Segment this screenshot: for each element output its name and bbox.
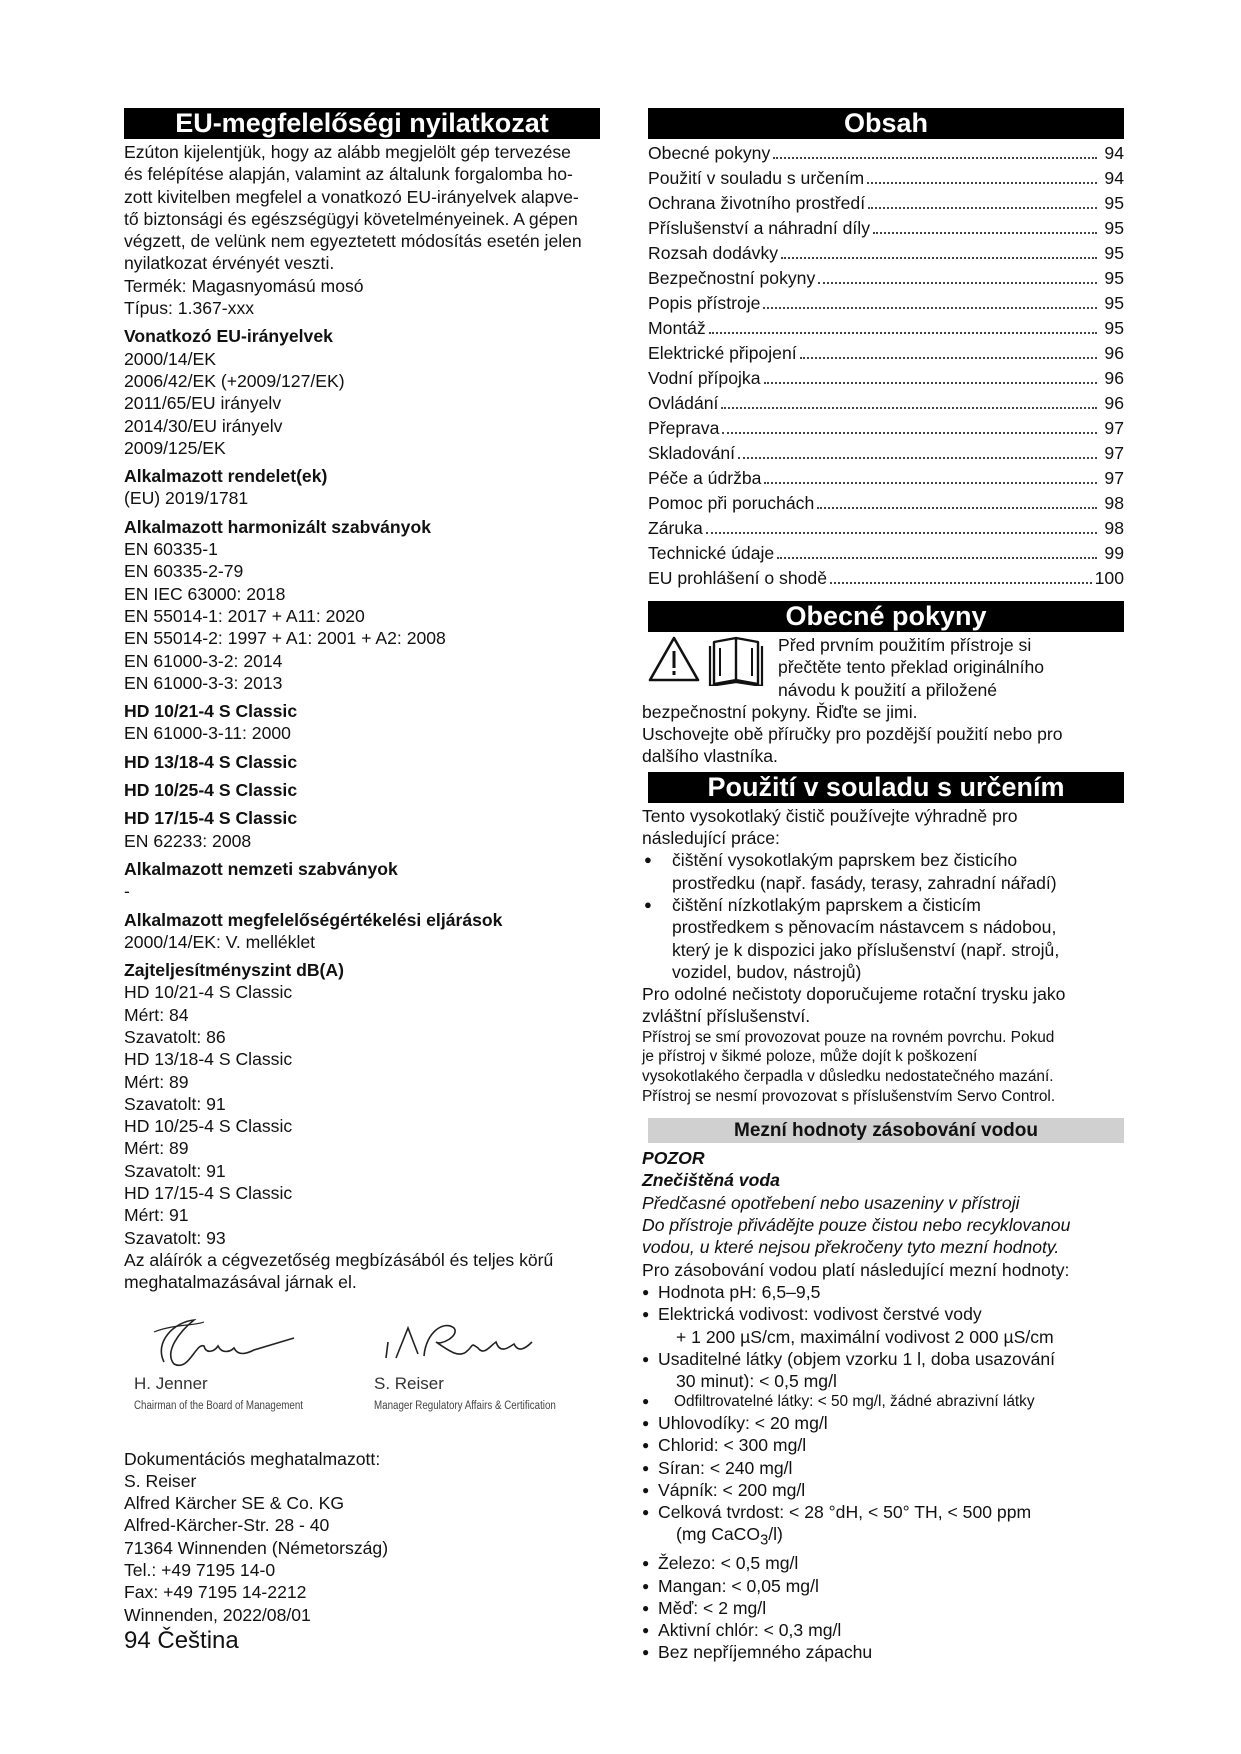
- signer-name: H. Jenner: [134, 1373, 208, 1393]
- water-limits-section: [642, 1147, 1124, 1664]
- toc-label: Ochrana životního prostředí: [648, 193, 866, 213]
- toc-label: Popis přístroje: [648, 293, 761, 313]
- toc-leader: [817, 506, 1097, 509]
- toc-leader: [868, 206, 1097, 209]
- standard-item: EN 60335-2-79: [124, 561, 244, 582]
- model-heading: HD 10/21-4 S Classic: [124, 701, 298, 722]
- toc-entry[interactable]: [648, 291, 1124, 316]
- text-line: Přístroj se smí provozovat pouze na rovném povrchu. Pokud: [642, 1028, 1055, 1046]
- text-line: následující práce:: [642, 828, 780, 849]
- right-column: [642, 108, 1124, 1664]
- text-line: prostředku (např. fasády, terasy, zahradní nářadí): [672, 872, 1057, 893]
- caution-label: POZOR: [642, 1148, 705, 1169]
- intended-use-title: Použití v souladu s určením: [648, 772, 1124, 803]
- toc-entry[interactable]: [648, 191, 1124, 216]
- toc-leader: [721, 406, 1097, 409]
- intro-paragraph: [124, 141, 600, 275]
- toc-page: 95: [1104, 243, 1124, 263]
- noise-line: Mért: 91: [124, 1205, 189, 1226]
- signatures: [124, 1302, 600, 1448]
- standard-item: EN 55014-1: 2017 + A11: 2020: [124, 605, 365, 626]
- toc-entry[interactable]: [648, 441, 1124, 466]
- limit-item: ● Vápník: < 200 mg/l: [642, 1479, 1124, 1501]
- toc-leader: [873, 231, 1097, 234]
- directives-heading: Vonatkozó EU-irányelvek: [124, 326, 333, 347]
- toc-label: Bezpečnostní pokyny: [648, 268, 816, 288]
- noise-line: Mért: 89: [124, 1138, 189, 1159]
- bullet-item: [642, 894, 1124, 983]
- model-heading: HD 10/25-4 S Classic: [124, 780, 298, 801]
- toc-leader: [781, 256, 1097, 259]
- regulation-item: (EU) 2019/1781: [124, 488, 249, 509]
- text-line: vozidel, budov, nástrojů): [672, 961, 862, 982]
- toc-label: Skladování: [648, 443, 736, 463]
- signer-name: S. Reiser: [374, 1373, 444, 1393]
- address-line: Fax: +49 7195 14-2212: [124, 1582, 307, 1603]
- address-line: Alfred Kärcher SE & Co. KG: [124, 1493, 345, 1514]
- toc-page: 100: [1094, 568, 1124, 588]
- toc-label: Montáž: [648, 318, 706, 338]
- directive-item: 2011/65/EU irányelv: [124, 393, 282, 414]
- standard-item: EN 60335-1: [124, 539, 218, 560]
- toc-page: 95: [1104, 193, 1124, 213]
- address-line: Winnenden, 2022/08/01: [124, 1604, 311, 1625]
- text-line: Před prvním použitím přístroje si: [778, 635, 1032, 655]
- model-standard: EN 62233: 2008: [124, 830, 252, 851]
- noise-line: Szavatolt: 91: [124, 1160, 226, 1181]
- toc-leader: [818, 281, 1097, 284]
- text-line: prostředkem s pěnovacím nástavcem s nádobou,: [672, 917, 1057, 938]
- address-line: Alfred-Kärcher-Str. 28 - 40: [124, 1515, 330, 1536]
- toc-entry[interactable]: [648, 141, 1124, 166]
- national-standards-value: -: [124, 881, 130, 902]
- directive-item: 2000/14/EK: [124, 348, 216, 369]
- eu-declaration-title: EU-megfelelőségi nyilatkozat: [124, 108, 600, 139]
- toc-page: 96: [1104, 343, 1124, 363]
- text-line: Tento vysokotlaký čistič používejte výhradně pro: [642, 805, 1018, 826]
- standards-heading: Alkalmazott harmonizált szabványok: [124, 516, 431, 537]
- toc-label: Obecné pokyny: [648, 143, 771, 163]
- text-line: ● čištění vysokotlakým paprskem bez čisticího: [672, 850, 1018, 871]
- text-line: ● čištění nízkotlakým paprskem a čisticím: [672, 894, 981, 915]
- model-heading: HD 17/15-4 S Classic: [124, 808, 298, 829]
- toc-page: 95: [1104, 293, 1124, 313]
- limit-item: ● Mangan: < 0,05 mg/l: [642, 1575, 1124, 1597]
- toc-label: Ovládání: [648, 393, 719, 413]
- toc-page: 98: [1104, 518, 1124, 538]
- toc-label: Rozsah dodávky: [648, 243, 779, 263]
- toc-entry[interactable]: [648, 316, 1124, 341]
- text-line: zott kivitelben megfelel a vonatkozó EU-irányelvek alapve-: [124, 186, 579, 207]
- national-standards-heading: Alkalmazott nemzeti szabványok: [124, 858, 398, 879]
- toc-entry[interactable]: [648, 391, 1124, 416]
- water-limits-title: Mezní hodnoty zásobování vodou: [648, 1118, 1124, 1143]
- signature-reiser: [374, 1302, 604, 1418]
- standard-item: EN 55014-2: 1997 + A1: 2001 + A2: 2008: [124, 628, 446, 649]
- formula-subscript: 3: [760, 1532, 769, 1549]
- limit-item-cont: [642, 1523, 1124, 1552]
- signature-jenner: [134, 1302, 364, 1418]
- toc-page: 95: [1104, 218, 1124, 238]
- caution-subtitle: Znečištěná voda: [642, 1170, 780, 1191]
- toc-label: Elektrické připojení: [648, 343, 797, 363]
- noise-line: HD 10/25-4 S Classic: [124, 1116, 293, 1137]
- address-line: S. Reiser: [124, 1470, 197, 1491]
- noise-line: HD 13/18-4 S Classic: [124, 1049, 293, 1070]
- toc-leader: [709, 331, 1097, 334]
- documentation-representative: [124, 1448, 600, 1626]
- text-line: Uschovejte obě příručky pro pozdější použití nebo pro: [642, 724, 1063, 745]
- text-line: dalšího vlastníka.: [642, 746, 778, 767]
- type-line: Típus: 1.367-xxx: [124, 298, 255, 319]
- toc-leader: [763, 306, 1097, 309]
- standard-item: EN 61000-3-3: 2013: [124, 672, 283, 693]
- directive-item: 2009/125/EK: [124, 437, 226, 458]
- noise-line: HD 10/21-4 S Classic: [124, 982, 293, 1003]
- noise-line: Szavatolt: 86: [124, 1026, 226, 1047]
- product-line: Termék: Magasnyomású mosó: [124, 275, 364, 296]
- toc-entry[interactable]: [648, 266, 1124, 291]
- limit-item: ● Bez nepříjemného zápachu: [642, 1641, 1124, 1663]
- toc-page: 99: [1104, 543, 1124, 563]
- toc-entry[interactable]: [648, 566, 1124, 591]
- noise-line: Mért: 84: [124, 1004, 189, 1025]
- toc-title: Obsah: [648, 108, 1124, 139]
- toc-label: Vodní přípojka: [648, 368, 761, 388]
- toc-label: Péče a údržba: [648, 468, 762, 488]
- toc-page: 97: [1104, 468, 1124, 488]
- limit-item: ● Hodnota pH: 6,5–9,5: [642, 1281, 1124, 1303]
- left-column: [124, 108, 600, 1626]
- toc-label: Přeprava: [648, 418, 720, 438]
- toc-leader: [764, 381, 1098, 384]
- text-line: návodu k použití a přiložené: [778, 679, 998, 700]
- toc-leader: [867, 181, 1097, 184]
- warning-manual-icon: [648, 634, 774, 686]
- intended-use-section: [642, 805, 1124, 1106]
- toc-leader: [777, 556, 1097, 559]
- toc-entry[interactable]: [648, 341, 1124, 366]
- bullet-item: [642, 849, 1124, 894]
- text-line: Přístroj se nesmí provozovat s příslušenstvím Servo Control.: [642, 1087, 1056, 1105]
- table-of-contents: [648, 141, 1124, 591]
- toc-label: EU prohlášení o shodě: [648, 568, 827, 588]
- model-heading: HD 13/18-4 S Classic: [124, 751, 298, 772]
- toc-entry[interactable]: [648, 416, 1124, 441]
- toc-leader: [773, 156, 1097, 159]
- text-line: tő biztonsági és egészségügyi követelményeinek. A gépen: [124, 208, 578, 229]
- toc-page: 98: [1104, 493, 1124, 513]
- standard-item: EN IEC 63000: 2018: [124, 583, 286, 604]
- noise-line: Mért: 89: [124, 1071, 189, 1092]
- warning-block: [648, 634, 1124, 701]
- limit-item: ● Celková tvrdost: < 28 °dH, < 50° TH, < 500 ppm: [642, 1501, 1124, 1523]
- toc-label: Technické údaje: [648, 543, 775, 563]
- noise-line: Szavatolt: 91: [124, 1093, 226, 1114]
- procedure-item: 2000/14/EK: V. melléklet: [124, 931, 316, 952]
- limit-item: ● Aktivní chlór: < 0,3 mg/l: [642, 1619, 1124, 1641]
- toc-page: 95: [1104, 268, 1124, 288]
- toc-label: Použití v souladu s určením: [648, 168, 865, 188]
- text-line: Ezúton kijelentjük, hogy az alább megjelölt gép tervezése: [124, 142, 571, 162]
- text-line: Pro odolné nečistoty doporučujeme rotační trysku jako: [642, 984, 1066, 1005]
- text-line: vodou, u které nejsou překročeny tyto mezní hodnoty.: [642, 1237, 1060, 1258]
- limit-item: ● Železo: < 0,5 mg/l: [642, 1552, 1124, 1574]
- formula-part: /l): [768, 1524, 783, 1545]
- toc-label: Pomoc při poruchách: [648, 493, 815, 513]
- limit-item: ● Měď: < 2 mg/l: [642, 1597, 1124, 1619]
- toc-entry[interactable]: [648, 516, 1124, 541]
- toc-page: 94: [1104, 143, 1124, 163]
- toc-leader: [738, 456, 1097, 459]
- toc-leader: [722, 431, 1097, 434]
- limit-item: ● Elektrická vodivost: vodivost čerstvé vody: [642, 1303, 1124, 1325]
- toc-leader: [764, 481, 1097, 484]
- directive-item: 2006/42/EK (+2009/127/EK): [124, 370, 345, 391]
- limit-item: ● Chlorid: < 300 mg/l: [642, 1434, 1124, 1456]
- text-line: és felépítése alapján, valamint az általunk forgalomba ho-: [124, 164, 573, 185]
- text-line: Předčasné opotřebení nebo usazeniny v přístroji: [642, 1192, 1020, 1213]
- language-label: Čeština: [157, 1627, 239, 1654]
- toc-label: Příslušenství a náhradní díly: [648, 218, 870, 238]
- text-line: který je k dispozici jako příslušenství (např. strojů,: [672, 939, 1060, 960]
- text-line: bezpečnostní pokyny. Řiďte se jimi.: [642, 701, 918, 722]
- limit-item-cont: + 1 200 µS/cm, maximální vodivost 2 000 µS/cm: [676, 1326, 1054, 1347]
- formula-part: (mg CaCO: [676, 1524, 761, 1545]
- noise-heading: Zajteljesítményszint dB(A): [124, 960, 344, 981]
- text-line: Pro zásobování vodou platí následující mezní hodnoty:: [642, 1259, 1070, 1280]
- noise-line: HD 17/15-4 S Classic: [124, 1183, 293, 1204]
- model-standard: EN 61000-3-11: 2000: [124, 723, 291, 744]
- toc-label: Záruka: [648, 518, 703, 538]
- toc-entry[interactable]: [648, 466, 1124, 491]
- standard-item: EN 61000-3-2: 2014: [124, 650, 283, 671]
- signers-note: Az aláírók a cégvezetőség megbízásából és teljes körű: [124, 1249, 554, 1270]
- toc-page: 97: [1104, 443, 1124, 463]
- limit-item: ● Usaditelné látky (objem vzorku 1 l, doba usazování: [642, 1348, 1124, 1370]
- toc-entry[interactable]: [648, 491, 1124, 516]
- general-notes-title: Obecné pokyny: [648, 601, 1124, 632]
- noise-line: Szavatolt: 93: [124, 1227, 226, 1248]
- directive-item: 2014/30/EU irányelv: [124, 415, 283, 436]
- limit-item: ● Uhlovodíky: < 20 mg/l: [642, 1412, 1124, 1434]
- text-line: Do přístroje přivádějte pouze čistou nebo recyklovanou: [642, 1215, 1071, 1236]
- toc-entry[interactable]: [648, 241, 1124, 266]
- address-line: Tel.: +49 7195 14-0: [124, 1560, 276, 1581]
- warning-text: [778, 634, 1044, 701]
- toc-page: 95: [1104, 318, 1124, 338]
- toc-entry[interactable]: [648, 541, 1124, 566]
- toc-page: 96: [1104, 368, 1124, 388]
- signer-role: Manager Regulatory Affairs & Certification: [374, 1400, 556, 1413]
- page-number: 94: [124, 1627, 151, 1654]
- toc-leader: [830, 581, 1092, 584]
- limit-item: ● Síran: < 240 mg/l: [642, 1457, 1124, 1479]
- text-line: je přístroj v šikmé poloze, může dojít k poškození: [642, 1048, 978, 1066]
- toc-page: 94: [1104, 168, 1124, 188]
- toc-entry[interactable]: [648, 216, 1124, 241]
- limit-item-cont: 30 minut): < 0,5 mg/l: [676, 1371, 837, 1392]
- text-line: přečtěte tento překlad originálního: [778, 657, 1045, 678]
- signers-note: meghatalmazásával járnak el.: [124, 1272, 357, 1293]
- address-line: Dokumentációs meghatalmazott:: [124, 1448, 381, 1469]
- address-line: 71364 Winnenden (Németország): [124, 1537, 389, 1558]
- text-line: zvláštní příslušenství.: [642, 1006, 811, 1027]
- procedures-heading: Alkalmazott megfelelőségértékelési eljárások: [124, 909, 503, 930]
- text-line: végzett, de velünk nem egyeztetett módosítás esetén jelen: [124, 231, 582, 252]
- toc-entry[interactable]: [648, 366, 1124, 391]
- toc-leader: [706, 531, 1097, 534]
- limit-item: ● Odfiltrovatelné látky: < 50 mg/l, žádné abrazivní látky: [642, 1392, 1124, 1412]
- toc-entry[interactable]: [648, 166, 1124, 191]
- toc-page: 97: [1104, 418, 1124, 438]
- signer-role: Chairman of the Board of Management: [134, 1400, 303, 1413]
- toc-page: 96: [1104, 393, 1124, 413]
- toc-leader: [800, 356, 1097, 359]
- page-footer: [124, 1626, 239, 1656]
- signature-jenner-scribble: [134, 1302, 304, 1374]
- text-line: nyilatkozat érvényét veszti.: [124, 253, 335, 274]
- regulation-heading: Alkalmazott rendelet(ek): [124, 466, 328, 487]
- signature-reiser-scribble: [374, 1302, 544, 1374]
- text-line: vysokotlakého čerpadla v důsledku nedostatečného mazání.: [642, 1067, 1054, 1085]
